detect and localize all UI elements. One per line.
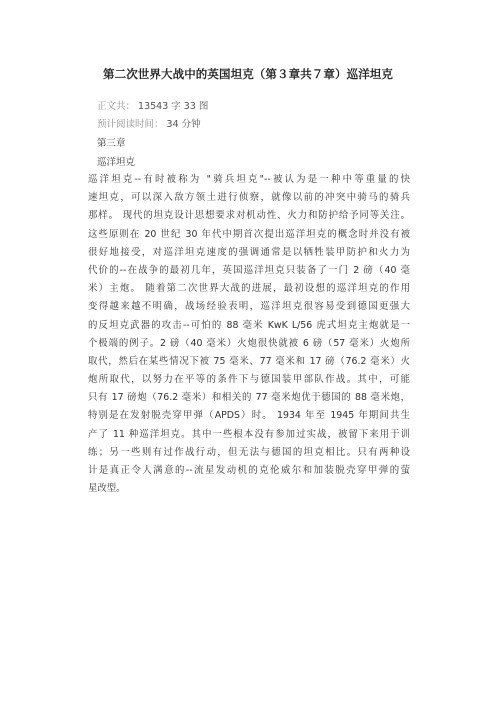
body-line: 特别是在发射脱壳穿甲弹（APDS）时。 1934 年至 1945 年期间共生 xyxy=(88,410,410,422)
body-line: 的反坦克武器的攻击--可怕的 88 毫米 KwK L/56 虎式坦克主炮就是一 xyxy=(88,319,410,331)
word-count xyxy=(97,98,208,112)
body-line: 产了 11 种巡洋坦克。其中一些根本没有参加过实战，被留下来用于训 xyxy=(88,428,410,440)
body-line: 巡洋坦克--有时被称为 "骑兵坦克"--被认为是一种中等重量的快 xyxy=(88,174,410,185)
read-time xyxy=(97,116,201,130)
body-line: 取代，然后在某些情况下被 75 毫米、77 毫米和 17 磅（76.2 毫米）火 xyxy=(88,355,410,367)
body-line: 这些原则在 20 世纪 30 年代中期首次提出巡洋坦克的概念时并没有被 xyxy=(88,228,410,240)
body-line: 个极端的例子。2 磅（40 毫米）火炮很快就被 6 磅（57 毫米）火炮所 xyxy=(88,337,410,349)
body-paragraph xyxy=(88,171,410,498)
body-line: 只有 17 磅炮（76.2 毫米）和相关的 77 毫米炮优于德国的 88 毫米炮， xyxy=(88,392,410,404)
read-time-value: 34 分钟 xyxy=(166,119,201,130)
body-line: 变得越来越不明确，战场经验表明，巡洋坦克很容易受到德国更强大 xyxy=(88,301,410,313)
body-line: 计是真正令人满意的--流星发动机的克伦威尔和加装脱壳穿甲弹的萤 xyxy=(88,465,410,476)
chapter-heading: 第三章 xyxy=(97,138,126,149)
word-count-value: 13543 字 33 图 xyxy=(138,101,209,112)
document-title: 第二次世界大战中的英国坦克（第３章共７章）巡洋坦克 xyxy=(103,67,393,81)
body-line: 速坦克，可以深入敌方领土进行侦察，就像以前的冲突中骑马的骑兵 xyxy=(88,192,410,204)
body-line: 那样。 现代的坦克设计思想要求对机动性、火力和防护给予同等关注。 xyxy=(88,210,410,222)
read-time-label: 预计阅读时间： xyxy=(97,119,164,130)
section-heading: 巡洋坦克 xyxy=(97,157,136,168)
body-line: 炮所取代，以努力在平等的条件下与德国装甲部队作战。其中，可能 xyxy=(88,374,410,386)
word-count-label: 正文共： xyxy=(97,101,136,112)
body-line: 很好地接受，对巡洋坦克速度的强调通常是以牺牲装甲防护和火力为 xyxy=(88,246,410,258)
body-line: 练；另一些则有过作战行动，但无法与德国的坦克相比。只有两种设 xyxy=(88,446,410,458)
body-line: 星改型。 xyxy=(88,483,126,495)
body-line: 米）主炮。 随着第二次世界大战的进展，最初设想的巡洋坦克的作用 xyxy=(88,283,410,295)
body-line: 代价的--在战争的最初几年，英国巡洋坦克只装备了一门 2 磅（40 毫 xyxy=(88,264,410,276)
